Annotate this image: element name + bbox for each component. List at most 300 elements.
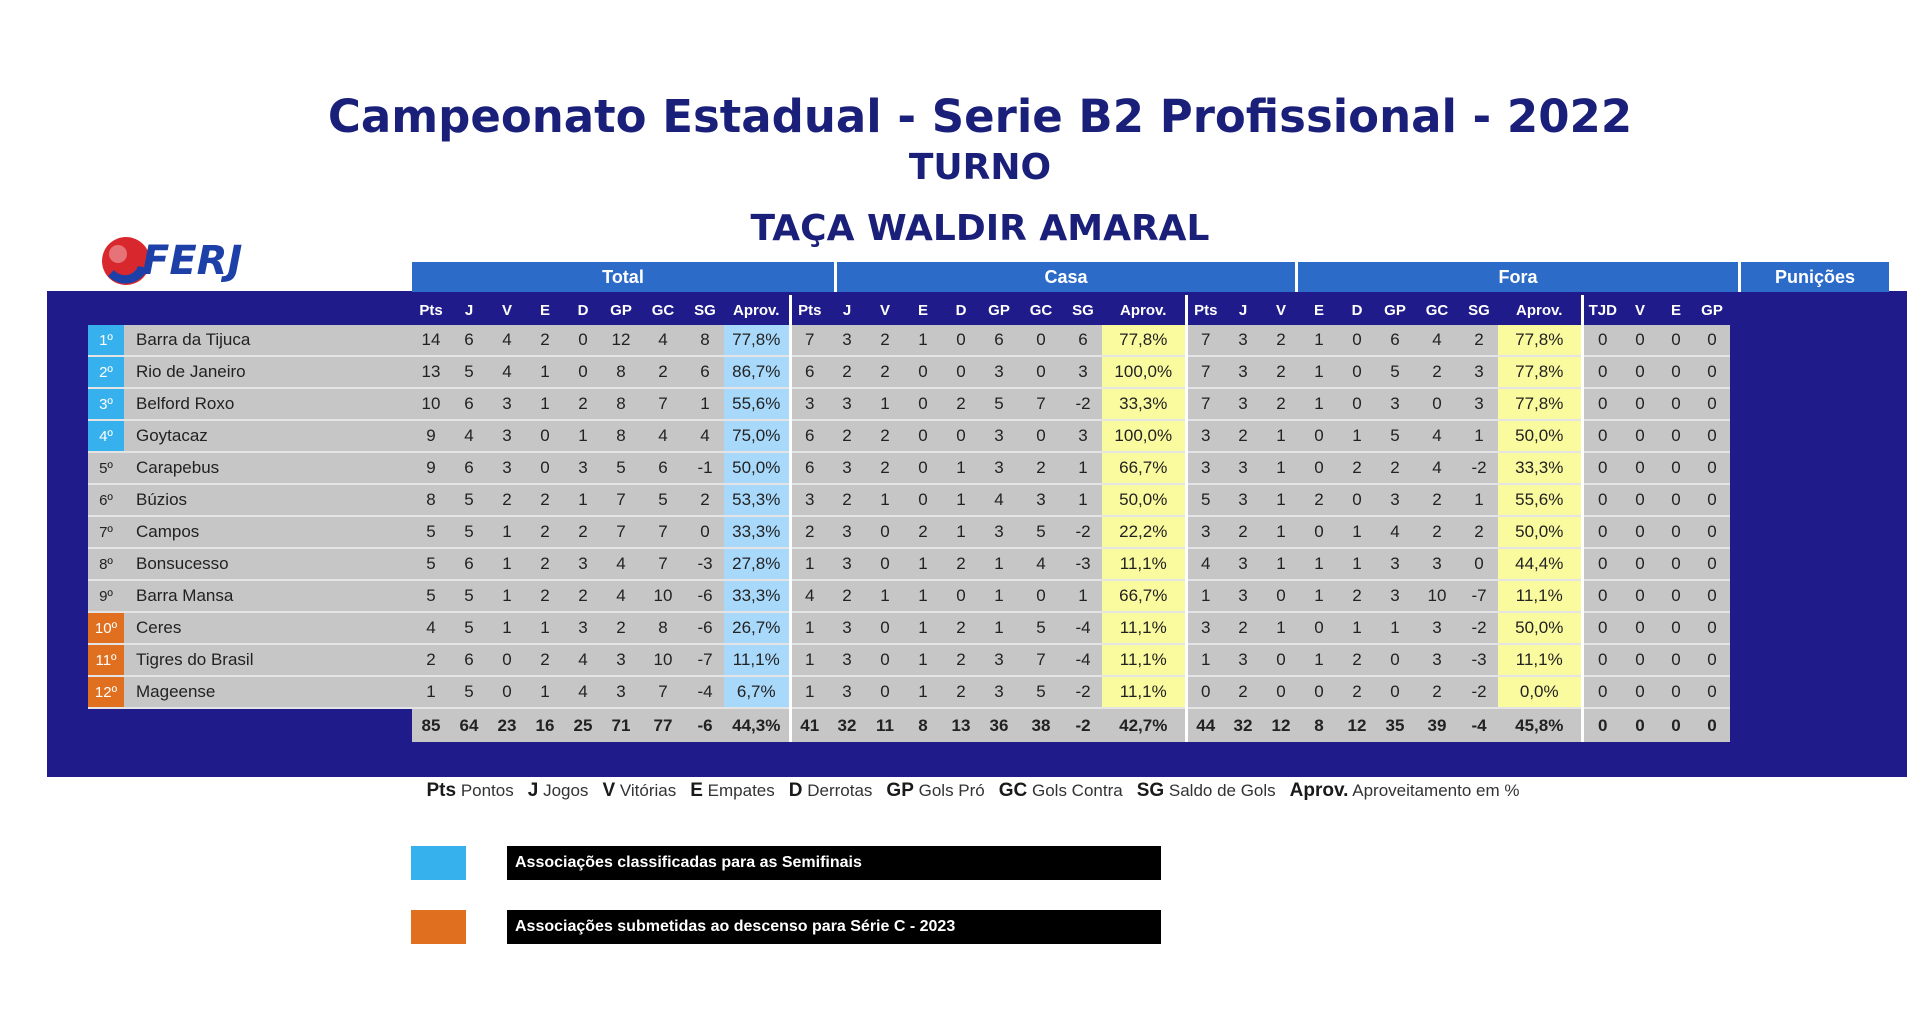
- fora-stat-cell: 3: [1460, 356, 1498, 388]
- cup-title: TAÇA WALDIR AMARAL: [750, 208, 1210, 249]
- total-stat-cell: 2: [686, 484, 724, 516]
- fora-stat-cell: 1: [1300, 356, 1338, 388]
- casa-stat-cell: 66,7%: [1102, 452, 1186, 484]
- total-stat-cell: 2: [564, 388, 602, 420]
- total-col-gc: GC: [640, 295, 686, 325]
- casa-stat-cell: 0: [904, 388, 942, 420]
- fora-stat-cell: 0: [1460, 548, 1498, 580]
- total-stat-cell: 27,8%: [724, 548, 790, 580]
- total-total-cell: 44,3%: [724, 708, 790, 742]
- casa-total-cell: 8: [904, 708, 942, 742]
- casa-stat-cell: 0: [904, 356, 942, 388]
- casa-stat-cell: 7: [1018, 388, 1064, 420]
- casa-stat-cell: 2: [828, 580, 866, 612]
- fora-stat-cell: 4: [1414, 452, 1460, 484]
- fora-stat-cell: 1: [1338, 516, 1376, 548]
- casa-stat-cell: 0: [866, 516, 904, 548]
- casa-stat-cell: 6: [980, 325, 1018, 356]
- casa-col-sg: SG: [1064, 295, 1102, 325]
- legend-text: Derrotas: [807, 781, 873, 800]
- casa-stat-cell: 7: [1018, 644, 1064, 676]
- punicoes-cell: 0: [1658, 420, 1694, 452]
- casa-stat-cell: 5: [1018, 516, 1064, 548]
- total-total-cell: 23: [488, 708, 526, 742]
- punicoes-total-cell: 0: [1622, 708, 1658, 742]
- punicoes-cell: 0: [1582, 580, 1622, 612]
- fora-total-cell: 8: [1300, 708, 1338, 742]
- total-stat-cell: 8: [602, 388, 640, 420]
- casa-stat-cell: 1: [1064, 580, 1102, 612]
- position-cell: 11º: [88, 644, 124, 676]
- casa-stat-cell: 0: [904, 420, 942, 452]
- casa-stat-cell: -4: [1064, 644, 1102, 676]
- group-header-punicoes: Punições: [1741, 262, 1889, 292]
- casa-total-cell: 32: [828, 708, 866, 742]
- total-stat-cell: 8: [412, 484, 450, 516]
- group-header-total: Total: [412, 262, 837, 292]
- fora-stat-cell: -2: [1460, 452, 1498, 484]
- fora-stat-cell: 6: [1376, 325, 1414, 356]
- position-cell: 7º: [88, 516, 124, 548]
- total-stat-cell: 5: [450, 484, 488, 516]
- fora-stat-cell: 1: [1300, 325, 1338, 356]
- fora-stat-cell: 77,8%: [1498, 325, 1582, 356]
- fora-col-gc: GC: [1414, 295, 1460, 325]
- casa-stat-cell: 100,0%: [1102, 420, 1186, 452]
- casa-stat-cell: 2: [828, 356, 866, 388]
- casa-stat-cell: 0: [942, 580, 980, 612]
- casa-stat-cell: 11,1%: [1102, 548, 1186, 580]
- casa-col-d: D: [942, 295, 980, 325]
- casa-stat-cell: 1: [980, 580, 1018, 612]
- casa-total-cell: 41: [790, 708, 828, 742]
- fora-stat-cell: 3: [1224, 452, 1262, 484]
- fora-stat-cell: 3: [1186, 612, 1224, 644]
- total-stat-cell: 5: [450, 580, 488, 612]
- team-name: Mageense: [124, 676, 412, 708]
- total-total-cell: 16: [526, 708, 564, 742]
- casa-stat-cell: 3: [828, 676, 866, 708]
- total-total-cell: 71: [602, 708, 640, 742]
- total-col-sg: SG: [686, 295, 724, 325]
- total-stat-cell: 1: [488, 580, 526, 612]
- total-stat-cell: 1: [488, 612, 526, 644]
- punicoes-total-cell: 0: [1658, 708, 1694, 742]
- fora-stat-cell: 3: [1376, 548, 1414, 580]
- casa-stat-cell: 1: [866, 580, 904, 612]
- punicoes-cell: 0: [1658, 644, 1694, 676]
- total-stat-cell: 5: [450, 356, 488, 388]
- position-cell: 10º: [88, 612, 124, 644]
- punicoes-total-cell: 0: [1694, 708, 1730, 742]
- total-stat-cell: 0: [488, 676, 526, 708]
- casa-stat-cell: -2: [1064, 676, 1102, 708]
- total-stat-cell: 0: [526, 420, 564, 452]
- punicoes-cell: 0: [1658, 484, 1694, 516]
- punicoes-cell: 0: [1658, 452, 1694, 484]
- total-stat-cell: 5: [412, 580, 450, 612]
- punicoes-cell: 0: [1694, 612, 1730, 644]
- total-stat-cell: 2: [488, 484, 526, 516]
- fora-stat-cell: 3: [1414, 644, 1460, 676]
- casa-stat-cell: 1: [790, 548, 828, 580]
- total-stat-cell: 3: [564, 548, 602, 580]
- casa-stat-cell: 0: [866, 676, 904, 708]
- total-total-cell: -6: [686, 708, 724, 742]
- casa-stat-cell: 0: [942, 356, 980, 388]
- casa-stat-cell: 1: [904, 676, 942, 708]
- casa-stat-cell: 6: [790, 356, 828, 388]
- casa-total-cell: 13: [942, 708, 980, 742]
- casa-stat-cell: 0: [904, 484, 942, 516]
- total-stat-cell: 8: [686, 325, 724, 356]
- total-stat-cell: 6: [450, 548, 488, 580]
- total-col-e: E: [526, 295, 564, 325]
- casa-stat-cell: 0: [942, 325, 980, 356]
- fora-stat-cell: 0: [1300, 516, 1338, 548]
- casa-stat-cell: 50,0%: [1102, 484, 1186, 516]
- punicoes-cell: 0: [1694, 325, 1730, 356]
- legend-text: Gols Pró: [918, 781, 985, 800]
- casa-stat-cell: 6: [790, 420, 828, 452]
- total-stat-cell: 7: [640, 388, 686, 420]
- punicoes-cell: 0: [1694, 580, 1730, 612]
- casa-stat-cell: 1: [790, 676, 828, 708]
- total-stat-cell: -6: [686, 580, 724, 612]
- total-col-gp: GP: [602, 295, 640, 325]
- total-stat-cell: 2: [412, 644, 450, 676]
- fora-stat-cell: 3: [1414, 548, 1460, 580]
- fora-stat-cell: 1: [1300, 580, 1338, 612]
- legend-abbr: V: [602, 780, 616, 801]
- total-stat-cell: 10: [640, 580, 686, 612]
- fora-stat-cell: 1: [1262, 516, 1300, 548]
- total-stat-cell: 2: [526, 484, 564, 516]
- fora-stat-cell: 4: [1414, 420, 1460, 452]
- table-row: [88, 388, 1730, 420]
- column-header-row: [88, 295, 1730, 325]
- fora-stat-cell: 2: [1460, 516, 1498, 548]
- fora-stat-cell: 3: [1414, 612, 1460, 644]
- casa-stat-cell: 3: [828, 644, 866, 676]
- table-row: [88, 516, 1730, 548]
- fora-stat-cell: 1: [1376, 612, 1414, 644]
- casa-stat-cell: 1: [866, 388, 904, 420]
- fora-col-d: D: [1338, 295, 1376, 325]
- punicoes-col-tjd: TJD: [1582, 295, 1622, 325]
- fora-stat-cell: 3: [1460, 388, 1498, 420]
- punicoes-cell: 0: [1658, 676, 1694, 708]
- total-stat-cell: 2: [602, 612, 640, 644]
- punicoes-cell: 0: [1582, 388, 1622, 420]
- group-header-fora: Fora: [1298, 262, 1741, 292]
- punicoes-cell: 0: [1658, 388, 1694, 420]
- total-stat-cell: 3: [602, 644, 640, 676]
- total-stat-cell: 2: [526, 644, 564, 676]
- total-stat-cell: 2: [564, 580, 602, 612]
- legend-item: [528, 781, 589, 800]
- casa-stat-cell: -3: [1064, 548, 1102, 580]
- fora-stat-cell: 2: [1460, 325, 1498, 356]
- fora-stat-cell: 1: [1186, 580, 1224, 612]
- punicoes-cell: 0: [1622, 548, 1658, 580]
- casa-stat-cell: 2: [866, 452, 904, 484]
- casa-stat-cell: 2: [942, 644, 980, 676]
- fora-stat-cell: 1: [1300, 644, 1338, 676]
- fora-stat-cell: 3: [1224, 484, 1262, 516]
- fora-stat-cell: -2: [1460, 676, 1498, 708]
- casa-stat-cell: 77,8%: [1102, 325, 1186, 356]
- casa-stat-cell: 1: [904, 644, 942, 676]
- punicoes-cell: 0: [1658, 356, 1694, 388]
- casa-stat-cell: 1: [942, 484, 980, 516]
- punicoes-cell: 0: [1582, 676, 1622, 708]
- fora-stat-cell: 5: [1376, 356, 1414, 388]
- fora-stat-cell: 2: [1414, 484, 1460, 516]
- casa-stat-cell: 0: [1018, 356, 1064, 388]
- total-stat-cell: 4: [640, 420, 686, 452]
- logo-text: FERJ: [142, 238, 243, 284]
- punicoes-cell: 0: [1658, 548, 1694, 580]
- casa-stat-cell: 2: [942, 548, 980, 580]
- fora-stat-cell: 2: [1224, 612, 1262, 644]
- legend-text: Jogos: [543, 781, 589, 800]
- punicoes-cell: 0: [1622, 388, 1658, 420]
- punicoes-cell: 0: [1658, 325, 1694, 356]
- punicoes-col-e: E: [1658, 295, 1694, 325]
- total-stat-cell: 1: [564, 420, 602, 452]
- total-stat-cell: 55,6%: [724, 388, 790, 420]
- casa-stat-cell: 4: [980, 484, 1018, 516]
- casa-stat-cell: 3: [828, 548, 866, 580]
- table-row: [88, 484, 1730, 516]
- legend-item: [886, 781, 984, 800]
- total-stat-cell: 4: [640, 325, 686, 356]
- legend-abbr: Pts: [426, 780, 457, 801]
- casa-stat-cell: 2: [942, 612, 980, 644]
- legend-abbr: Aprov.: [1289, 780, 1349, 801]
- fora-stat-cell: 1: [1338, 420, 1376, 452]
- casa-total-cell: 36: [980, 708, 1018, 742]
- total-stat-cell: 5: [640, 484, 686, 516]
- fora-stat-cell: 5: [1186, 484, 1224, 516]
- total-stat-cell: -4: [686, 676, 724, 708]
- table-row: [88, 612, 1730, 644]
- position-cell: 8º: [88, 548, 124, 580]
- punicoes-cell: 0: [1658, 612, 1694, 644]
- casa-stat-cell: 22,2%: [1102, 516, 1186, 548]
- casa-total-cell: 38: [1018, 708, 1064, 742]
- casa-stat-cell: 3: [828, 325, 866, 356]
- punicoes-cell: 0: [1694, 516, 1730, 548]
- total-col-v: V: [488, 295, 526, 325]
- team-name: Tigres do Brasil: [124, 644, 412, 676]
- total-stat-cell: 5: [450, 516, 488, 548]
- total-stat-cell: 5: [412, 548, 450, 580]
- total-stat-cell: 53,3%: [724, 484, 790, 516]
- fora-stat-cell: 2: [1262, 325, 1300, 356]
- table-row: [88, 548, 1730, 580]
- fora-stat-cell: 0: [1186, 676, 1224, 708]
- total-total-cell: 85: [412, 708, 450, 742]
- total-stat-cell: 5: [412, 516, 450, 548]
- legend-item: [999, 781, 1123, 800]
- fora-stat-cell: 0: [1300, 612, 1338, 644]
- fora-stat-cell: 5: [1376, 420, 1414, 452]
- fora-total-cell: -4: [1460, 708, 1498, 742]
- fora-stat-cell: 4: [1376, 516, 1414, 548]
- casa-stat-cell: 3: [980, 516, 1018, 548]
- casa-stat-cell: 3: [790, 484, 828, 516]
- table-row: [88, 325, 1730, 356]
- team-name: Ceres: [124, 612, 412, 644]
- fora-total-cell: 44: [1186, 708, 1224, 742]
- punicoes-cell: 0: [1582, 325, 1622, 356]
- casa-stat-cell: 3: [790, 388, 828, 420]
- total-stat-cell: 4: [488, 356, 526, 388]
- fora-col-e: E: [1300, 295, 1338, 325]
- fora-stat-cell: 3: [1186, 516, 1224, 548]
- fora-total-cell: 12: [1338, 708, 1376, 742]
- casa-stat-cell: 1: [942, 452, 980, 484]
- fora-stat-cell: 7: [1186, 388, 1224, 420]
- casa-stat-cell: 11,1%: [1102, 644, 1186, 676]
- fora-stat-cell: 4: [1414, 325, 1460, 356]
- fora-stat-cell: 3: [1376, 484, 1414, 516]
- punicoes-cell: 0: [1582, 356, 1622, 388]
- punicoes-cell: 0: [1658, 580, 1694, 612]
- fora-stat-cell: 0: [1262, 580, 1300, 612]
- fora-stat-cell: 3: [1224, 388, 1262, 420]
- punicoes-cell: 0: [1622, 420, 1658, 452]
- casa-stat-cell: 2: [904, 516, 942, 548]
- total-stat-cell: 33,3%: [724, 516, 790, 548]
- total-stat-cell: 3: [564, 612, 602, 644]
- fora-stat-cell: 50,0%: [1498, 516, 1582, 548]
- position-cell: 1º: [88, 325, 124, 356]
- fora-stat-cell: 2: [1224, 676, 1262, 708]
- total-stat-cell: 7: [602, 484, 640, 516]
- total-stat-cell: 2: [526, 580, 564, 612]
- fora-stat-cell: 2: [1224, 516, 1262, 548]
- legend-abbr: E: [690, 780, 703, 801]
- total-stat-cell: 10: [412, 388, 450, 420]
- punicoes-cell: 0: [1582, 420, 1622, 452]
- total-total-cell: 25: [564, 708, 602, 742]
- legend-item: [1137, 781, 1276, 800]
- total-stat-cell: 4: [602, 580, 640, 612]
- punicoes-cell: 0: [1694, 548, 1730, 580]
- total-stat-cell: 13: [412, 356, 450, 388]
- legend-abbr: GC: [998, 780, 1028, 801]
- total-total-cell: 64: [450, 708, 488, 742]
- punicoes-cell: 0: [1694, 644, 1730, 676]
- casa-col-v: V: [866, 295, 904, 325]
- total-stat-cell: 1: [488, 516, 526, 548]
- total-stat-cell: 26,7%: [724, 612, 790, 644]
- total-stat-cell: 12: [602, 325, 640, 356]
- fora-stat-cell: 3: [1224, 325, 1262, 356]
- casa-stat-cell: 100,0%: [1102, 356, 1186, 388]
- total-stat-cell: 7: [640, 676, 686, 708]
- position-cell: 3º: [88, 388, 124, 420]
- total-stat-cell: 3: [564, 452, 602, 484]
- total-stat-cell: 4: [412, 612, 450, 644]
- fora-stat-cell: 2: [1262, 356, 1300, 388]
- total-stat-cell: 86,7%: [724, 356, 790, 388]
- fora-total-cell: 12: [1262, 708, 1300, 742]
- punicoes-cell: 0: [1582, 612, 1622, 644]
- casa-stat-cell: 2: [828, 484, 866, 516]
- total-stat-cell: 2: [526, 516, 564, 548]
- casa-stat-cell: 5: [1018, 612, 1064, 644]
- fora-total-cell: 45,8%: [1498, 708, 1582, 742]
- casa-stat-cell: 0: [1018, 325, 1064, 356]
- legend-text: Gols Contra: [1031, 781, 1123, 800]
- fora-stat-cell: -3: [1460, 644, 1498, 676]
- fora-stat-cell: 55,6%: [1498, 484, 1582, 516]
- punicoes-col-gp: GP: [1694, 295, 1730, 325]
- ferj-logo: [98, 228, 318, 290]
- legend-abbr: J: [527, 780, 539, 801]
- total-stat-cell: 6: [640, 452, 686, 484]
- fora-total-cell: 32: [1224, 708, 1262, 742]
- punicoes-cell: 0: [1694, 676, 1730, 708]
- total-stat-cell: 1: [412, 676, 450, 708]
- casa-stat-cell: 2: [866, 420, 904, 452]
- fora-stat-cell: 1: [1460, 484, 1498, 516]
- table-row: [88, 420, 1730, 452]
- total-stat-cell: -1: [686, 452, 724, 484]
- punicoes-col-v: V: [1622, 295, 1658, 325]
- total-stat-cell: 75,0%: [724, 420, 790, 452]
- total-stat-cell: 1: [526, 676, 564, 708]
- team-name: Goytacaz: [124, 420, 412, 452]
- standings-table: [88, 295, 1730, 742]
- fora-stat-cell: 2: [1414, 676, 1460, 708]
- fora-stat-cell: 3: [1224, 356, 1262, 388]
- total-stat-cell: 1: [526, 356, 564, 388]
- fora-stat-cell: 0: [1300, 420, 1338, 452]
- punicoes-cell: 0: [1694, 484, 1730, 516]
- casa-stat-cell: 3: [828, 516, 866, 548]
- casa-stat-cell: 1: [904, 548, 942, 580]
- total-stat-cell: 3: [488, 420, 526, 452]
- page-subtitle: TURNO: [908, 147, 1052, 188]
- team-name: Carapebus: [124, 452, 412, 484]
- casa-total-cell: 42,7%: [1102, 708, 1186, 742]
- total-col-pts: Pts: [412, 295, 450, 325]
- fora-stat-cell: 2: [1414, 516, 1460, 548]
- casa-stat-cell: 2: [790, 516, 828, 548]
- casa-stat-cell: 3: [980, 420, 1018, 452]
- position-cell: 2º: [88, 356, 124, 388]
- fora-stat-cell: 3: [1224, 548, 1262, 580]
- fora-stat-cell: 2: [1262, 388, 1300, 420]
- total-stat-cell: 3: [488, 388, 526, 420]
- total-stat-cell: -3: [686, 548, 724, 580]
- total-stat-cell: 0: [526, 452, 564, 484]
- total-stat-cell: 5: [450, 612, 488, 644]
- total-stat-cell: 0: [564, 356, 602, 388]
- fora-stat-cell: 3: [1186, 452, 1224, 484]
- total-stat-cell: 4: [564, 644, 602, 676]
- legend-abbr: SG: [1136, 780, 1165, 801]
- casa-stat-cell: 0: [866, 548, 904, 580]
- total-stat-cell: 2: [564, 516, 602, 548]
- punicoes-cell: 0: [1622, 325, 1658, 356]
- fora-col-aprov: Aprov.: [1498, 295, 1582, 325]
